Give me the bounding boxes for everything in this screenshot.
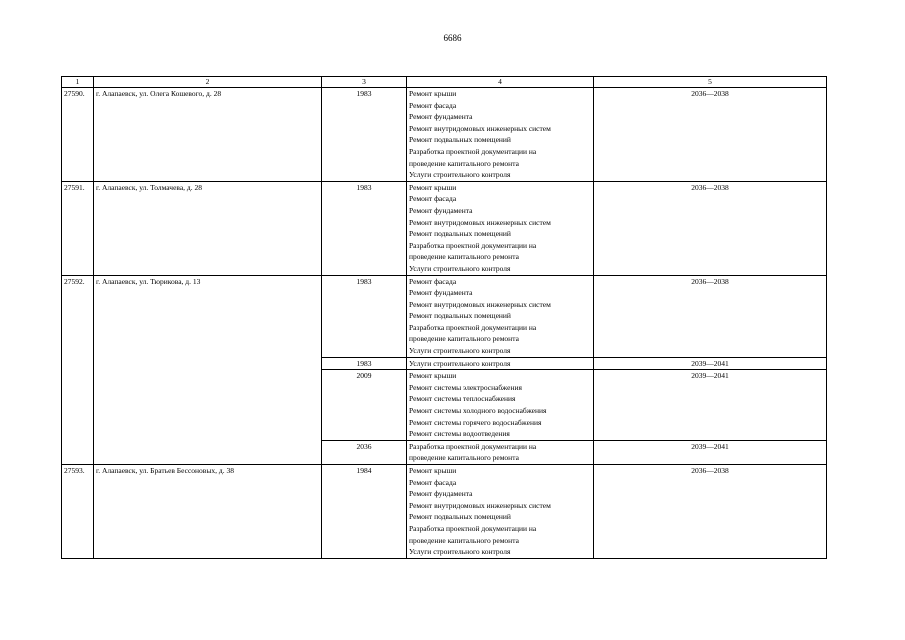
period-cell: 2039—2041 — [594, 357, 827, 370]
row-number: 27593. — [62, 465, 94, 559]
page-number: 6686 — [443, 33, 462, 43]
table-row — [62, 181, 827, 275]
period-cell: 2036—2038 — [594, 88, 827, 182]
year-cell: 1983 — [322, 88, 407, 182]
work-item: Ремонт фасада — [409, 194, 457, 204]
work-item: проведение капитального ремонта — [409, 535, 519, 545]
header-cell: 5 — [594, 77, 827, 88]
work-item: Ремонт внутридомовых инженерных систем — [409, 299, 551, 309]
work-item: Ремонт подвальных помещений — [409, 135, 511, 145]
work-item: Ремонт системы водоотведения — [409, 429, 510, 439]
work-item: Ремонт подвальных помещений — [409, 512, 511, 522]
address-cell: г. Алапаевск, ул. Тюрикова, д. 13 — [94, 275, 322, 465]
works-cell — [407, 357, 594, 370]
work-item: Услуги строительного контроля — [409, 170, 511, 180]
work-item: Услуги строительного контроля — [409, 358, 511, 368]
work-item: Ремонт внутридомовых инженерных систем — [409, 217, 551, 227]
work-item: Услуги строительного контроля — [409, 263, 511, 273]
work-item: Ремонт крыши — [409, 89, 457, 98]
work-item: Ремонт системы электроснабжения — [409, 382, 522, 392]
period-cell: 2036—2038 — [594, 181, 827, 275]
work-item: Ремонт фундамента — [409, 205, 473, 215]
work-item: Ремонт системы горячего водоснабжения — [409, 417, 542, 427]
header-cell: 1 — [62, 77, 94, 88]
header-cell: 4 — [407, 77, 594, 88]
works-cell — [407, 440, 594, 464]
works-cell — [407, 275, 594, 357]
work-item: Ремонт фасада — [409, 276, 457, 286]
period-cell: 2036—2038 — [594, 275, 827, 357]
work-item: Разработка проектной документации на — [409, 322, 537, 332]
repair-schedule-table — [61, 76, 827, 559]
year-cell: 1983 — [322, 357, 407, 370]
period-cell: 2039—2041 — [594, 440, 827, 464]
row-number: 27591. — [62, 181, 94, 275]
work-item: Разработка проектной документации на — [409, 523, 537, 533]
year-cell: 2009 — [322, 370, 407, 441]
work-item: Ремонт фундамента — [409, 288, 473, 298]
table-row — [62, 275, 827, 357]
work-item: проведение капитального ремонта — [409, 453, 519, 463]
work-item: Ремонт системы теплоснабжения — [409, 394, 516, 404]
work-item: Ремонт фундамента — [409, 489, 473, 499]
header-cell: 3 — [322, 77, 407, 88]
work-item: Ремонт подвальных помещений — [409, 311, 511, 321]
year-cell: 1984 — [322, 465, 407, 559]
row-number: 27592. — [62, 275, 94, 465]
work-item: Ремонт системы холодного водоснабжения — [409, 406, 547, 416]
work-item: Ремонт крыши — [409, 371, 457, 381]
works-cell — [407, 465, 594, 559]
table-row — [62, 465, 827, 559]
year-cell: 2036 — [322, 440, 407, 464]
address-cell: г. Алапаевск, ул. Олега Кошевого, д. 28 — [94, 88, 322, 182]
work-item: Разработка проектной документации на — [409, 146, 537, 156]
year-cell: 1983 — [322, 181, 407, 275]
work-item: Разработка проектной документации на — [409, 240, 537, 250]
work-item: Ремонт крыши — [409, 466, 457, 475]
address-cell: г. Алапаевск, ул. Братьев Бессоновых, д. 38 — [94, 465, 322, 559]
row-number: 27590. — [62, 88, 94, 182]
work-item: Ремонт фасада — [409, 100, 457, 110]
work-item: Ремонт внутридомовых инженерных систем — [409, 500, 551, 510]
work-item: проведение капитального ремонта — [409, 158, 519, 168]
address-cell: г. Алапаевск, ул. Толмачева, д. 28 — [94, 181, 322, 275]
work-item: Разработка проектной документации на — [409, 441, 537, 451]
work-item: Услуги строительного контроля — [409, 547, 511, 557]
work-item: проведение капитального ремонта — [409, 334, 519, 344]
year-cell: 1983 — [322, 275, 407, 357]
works-cell — [407, 181, 594, 275]
period-cell: 2036—2038 — [594, 465, 827, 559]
work-item: проведение капитального ремонта — [409, 252, 519, 262]
work-item: Ремонт крыши — [409, 182, 457, 192]
works-cell — [407, 370, 594, 441]
header-cell: 2 — [94, 77, 322, 88]
work-item: Ремонт фундамента — [409, 112, 473, 122]
work-item: Услуги строительного контроля — [409, 346, 511, 356]
works-cell — [407, 88, 594, 182]
table-row — [62, 88, 827, 182]
period-cell: 2039—2041 — [594, 370, 827, 441]
table-header-row — [62, 77, 827, 88]
work-item: Ремонт внутридомовых инженерных систем — [409, 123, 551, 133]
work-item: Ремонт фасада — [409, 477, 457, 487]
work-item: Ремонт подвальных помещений — [409, 229, 511, 239]
